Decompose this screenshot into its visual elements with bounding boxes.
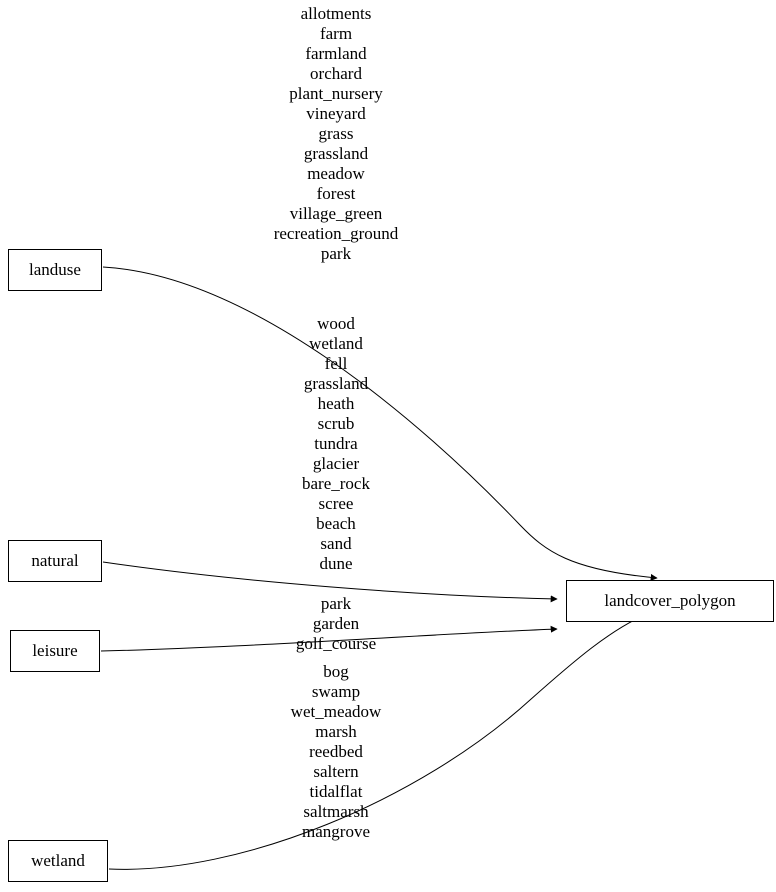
edge-label-leisure: [296, 594, 376, 654]
edge-label-item: garden: [312, 614, 360, 633]
edge-label-item: mangrove: [302, 822, 370, 841]
node-wetland-label: wetland: [31, 851, 85, 870]
edge-label-item: wet_meadow: [290, 702, 382, 721]
edge-label-item: orchard: [310, 64, 362, 83]
node-leisure[interactable]: [10, 630, 100, 672]
edge-label-item: wood: [317, 314, 355, 333]
edge-label-item: grass: [318, 124, 354, 143]
edge-label-item: grassland: [303, 374, 369, 393]
edge-label-item: marsh: [315, 722, 357, 741]
edge-label-item: recreation_ground: [273, 224, 399, 243]
node-wetland[interactable]: [8, 840, 108, 882]
node-natural-label: natural: [31, 551, 79, 570]
node-landcover-polygon-label: landcover_polygon: [604, 591, 736, 610]
edge-label-item: bog: [323, 662, 349, 681]
edge-label-landuse: [274, 4, 399, 264]
edge-label-item: farmland: [305, 44, 367, 63]
node-landuse[interactable]: [8, 249, 102, 291]
edge-label-wetland: [291, 662, 382, 842]
edge-label-item: grassland: [303, 144, 369, 163]
edge-label-item: swamp: [311, 682, 361, 701]
edge-label-item: wetland: [309, 334, 363, 353]
edge-label-item: park: [320, 594, 352, 613]
edge-label-item: saltern: [313, 762, 359, 781]
edge-label-item: beach: [316, 514, 356, 533]
edge-label-item: meadow: [307, 164, 365, 183]
edge-label-item: dune: [319, 554, 353, 573]
edge-label-item: plant_nursery: [289, 84, 383, 103]
edge-label-item: bare_rock: [302, 474, 370, 493]
edge-label-item: saltmarsh: [303, 802, 369, 821]
edge-label-item: sand: [320, 534, 352, 553]
edge-landuse-to-landcover-polygon: [103, 267, 657, 578]
edge-label-item: fell: [324, 354, 348, 373]
edge-label-item: scrub: [317, 414, 355, 433]
edge-label-item: tidalflat: [309, 782, 363, 801]
node-leisure-label: leisure: [32, 641, 78, 660]
edge-label-natural: [302, 314, 370, 574]
edge-label-item: heath: [317, 394, 355, 413]
node-natural[interactable]: [8, 540, 102, 582]
edge-label-item: scree: [318, 494, 354, 513]
edge-label-item: vineyard: [306, 104, 366, 123]
edge-label-item: tundra: [314, 434, 358, 453]
edge-label-item: farm: [319, 24, 353, 43]
node-landuse-label: landuse: [29, 260, 81, 279]
edge-label-item: allotments: [300, 4, 372, 23]
node-landcover-polygon[interactable]: [566, 580, 774, 622]
edge-label-item: golf_course: [295, 634, 377, 653]
edge-label-item: forest: [316, 184, 356, 203]
edge-label-item: village_green: [289, 204, 383, 223]
edge-label-item: park: [320, 244, 352, 263]
edge-label-item: glacier: [312, 454, 360, 473]
edge-label-item: reedbed: [309, 742, 363, 761]
